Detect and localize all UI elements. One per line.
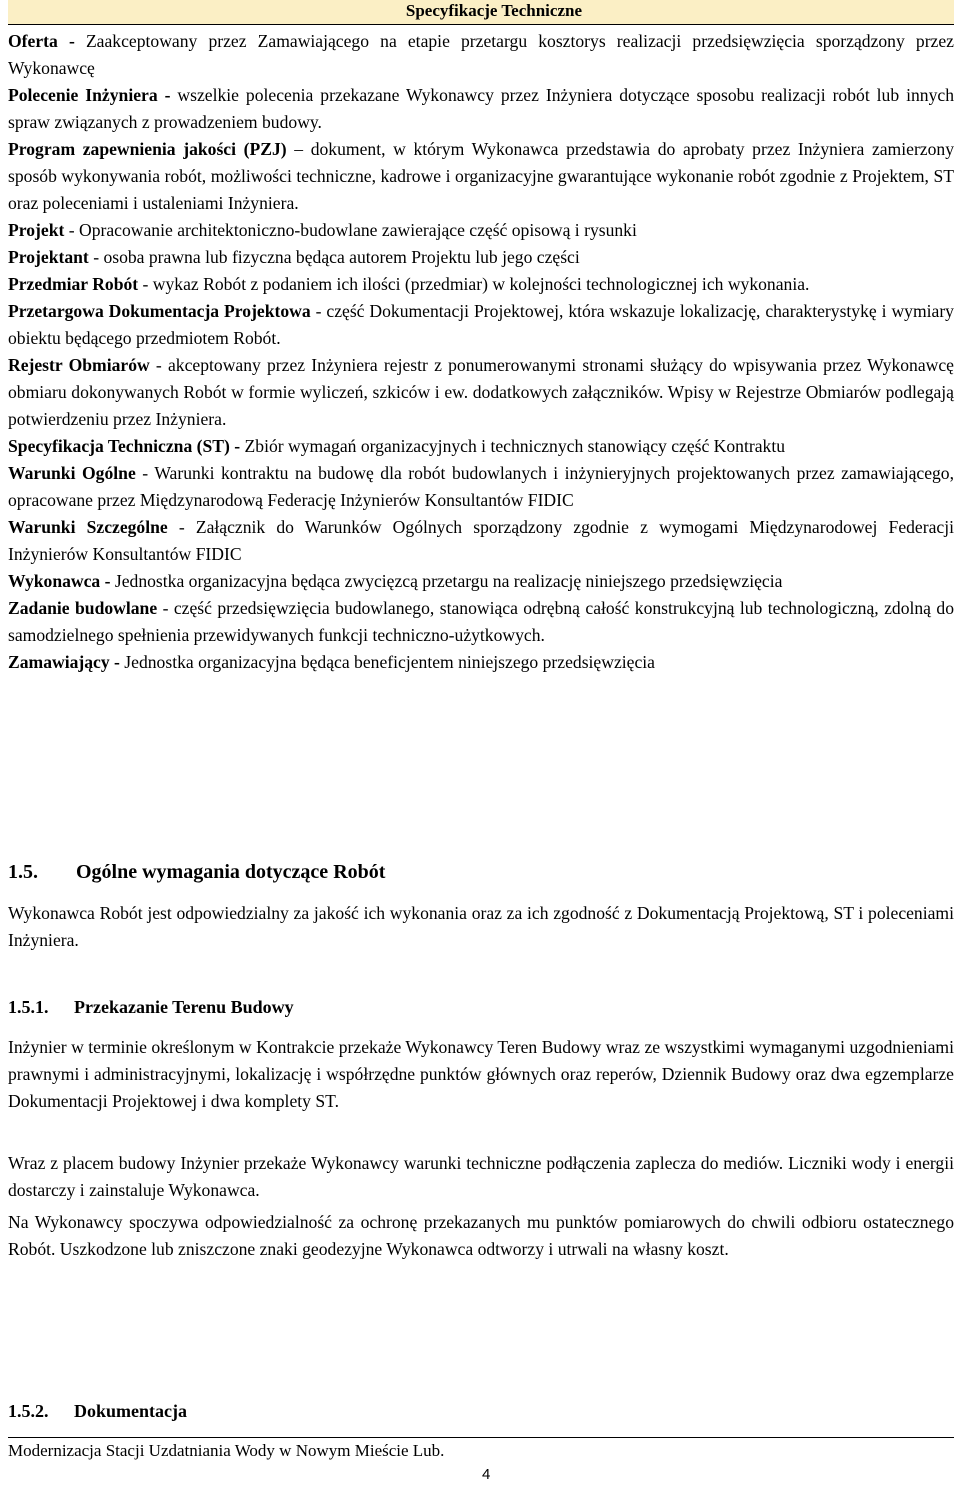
section-1-5-text: [8, 900, 954, 954]
page-header: Specyfikacje Techniczne: [405, 1, 582, 20]
definition-text: - osoba prawna lub fizyczna będąca autorem Projektu lub jego części: [93, 247, 580, 267]
section-1-5-1-paragraph-3: [8, 1209, 954, 1263]
definition-term: Projekt: [8, 220, 69, 240]
section-number: 1.5.1.: [8, 997, 49, 1017]
definition-text: wszelkie polecenia przekazane Wykonawcy przez Inżyniera dotyczące sposobu realizacji robót lub innych spraw związanych z prowadzeniem budowy.: [8, 85, 954, 132]
definition-item: [8, 136, 954, 217]
page-number: 4: [482, 1466, 491, 1483]
page-footer: Modernizacja Stacji Uzdatniania Wody w Nowym Mieście Lub.: [8, 1441, 445, 1460]
definition-item: [8, 595, 954, 649]
definition-term: Program zapewnienia jakości (PZJ): [8, 139, 295, 159]
definition-term: Projektant: [8, 247, 94, 267]
section-number: 1.5.: [8, 861, 38, 883]
section-heading-1-5-1: [8, 994, 294, 1020]
section-title: Przekazanie Terenu Budowy: [74, 997, 294, 1017]
definition-term: Rejestr Obmiarów: [8, 355, 156, 375]
definition-text: - akceptowany przez Inżyniera rejestr z ponumerowanymi stronami służący do wpisywania przez Wykonawcę obmiaru dokonywanych Robót w formie wyliczeń, szkiców i ew. dodatkowych załączników. Wpisy w Rejestrze Obmiarów podlegają potwierdzeniu przez Inżyniera.: [8, 355, 954, 429]
definition-text: - część Dokumentacji Projektowej, która wskazuje lokalizację, charakterystykę i wymiary obiektu będącego przedmiotem Robót.: [8, 301, 954, 348]
section-1-5-1-paragraph-1: [8, 1034, 954, 1115]
definition-item: [8, 298, 954, 352]
paragraph: Wykonawca Robót jest odpowiedzialny za jakość ich wykonania oraz za ich zgodność z Dokumentacją Projektową, ST i poleceniami Inżyniera.: [8, 903, 954, 950]
paragraph: Na Wykonawcy spoczywa odpowiedzialność za ochronę przekazanych mu punktów pomiarowych do chwili odbioru ostatecznego Robót. Uszkodzone lub zniszczone znaki geodezyjne Wykonawca odtworzy i utrwali na własny koszt.: [8, 1212, 954, 1259]
definition-text: - wykaz Robót z podaniem ich ilości (przedmiar) w kolejności technologicznej ich wykonania.: [142, 274, 810, 294]
definition-item: [8, 433, 954, 460]
definition-text: Jednostka organizacyjna będąca beneficjentem niniejszego przedsięwzięcia: [124, 652, 655, 672]
definition-term: Oferta -: [8, 31, 86, 51]
section-1-5-1-paragraph-2: [8, 1150, 954, 1204]
definition-item: [8, 352, 954, 433]
definition-text: Zaakceptowany przez Zamawiającego na etapie przetargu kosztorys realizacji przedsięwzięcia sporządzony przez Wykonawcę: [8, 31, 954, 78]
definition-item: [8, 217, 954, 244]
definition-item: [8, 514, 954, 568]
definition-item: [8, 28, 954, 82]
definition-text: - część przedsięwzięcia budowlanego, stanowiąca odrębną całość konstrukcyjną lub technologiczną, zdolną do samodzielnego spełnienia przewidywanych funkcji techniczno-użytkowych.: [8, 598, 954, 645]
definition-item: [8, 649, 954, 676]
definition-term: Warunki Ogólne: [8, 463, 143, 483]
definition-text: - Opracowanie architektoniczno-budowlane zawierające część opisową i rysunki: [68, 220, 637, 240]
definition-text: Zbiór wymagań organizacyjnych i technicznych stanowiący część Kontraktu: [244, 436, 786, 456]
section-number: 1.5.2.: [8, 1401, 49, 1421]
definition-term: Polecenie Inżyniera -: [8, 85, 178, 105]
definition-term: Przetargowa Dokumentacja Projektowa: [8, 301, 316, 321]
definition-item: [8, 568, 954, 595]
definitions-list: [8, 28, 954, 676]
definition-item: [8, 82, 954, 136]
section-heading-1-5: [8, 858, 385, 886]
definition-term: Przedmiar Robót: [8, 274, 143, 294]
definition-item: [8, 244, 954, 271]
section-title: Dokumentacja: [74, 1401, 187, 1421]
definition-term: Wykonawca -: [8, 571, 115, 591]
header-band: [8, 0, 954, 24]
definition-text: - Warunki kontraktu na budowę dla robót budowlanych i inżynieryjnych projektowanych przez zamawiającego, opracowane przez Międzynarodową Federację Inżynierów Konsultantów FIDIC: [8, 463, 955, 510]
definition-term: Zamawiający -: [8, 652, 125, 672]
paragraph: Inżynier w terminie określonym w Kontrakcie przekaże Wykonawcy Teren Budowy wraz ze wszystkimi wymaganymi uzgodnieniami prawnymi i administracyjnymi, lokalizację i współrzędne punktów głównych oraz reperów, Dziennik Budowy oraz dwa egzemplarze Dokumentacji Projektowej i dwa komplety ST.: [8, 1037, 954, 1111]
footer-divider: [8, 1437, 954, 1438]
paragraph: Wraz z placem budowy Inżynier przekaże Wykonawcy warunki techniczne podłączenia zaplecza do mediów. Liczniki wody i energii dostarczy i zainstaluje Wykonawca.: [8, 1153, 954, 1200]
definition-item: [8, 271, 954, 298]
definition-item: [8, 460, 954, 514]
definition-text: – dokument, w którym Wykonawca przedstawia do aprobaty przez Inżyniera zamierzony sposób wykonywania robót, możliwości techniczne, kadrowe i organizacyjne gwarantujące wykonanie robót zgodnie z Projektem, ST oraz poleceniami i ustaleniami Inżyniera.: [8, 139, 954, 213]
definition-term: Warunki Szczególne: [8, 517, 179, 537]
definition-term: Specyfikacja Techniczna (ST) -: [8, 436, 245, 456]
definition-text: Jednostka organizacyjna będąca zwycięzcą przetargu na realizację niniejszego przedsięwzięcia: [114, 571, 783, 591]
definition-text: - Załącznik do Warunków Ogólnych sporządzony zgodnie z wymogami Międzynarodowej Federacji Inżynierów Konsultantów FIDIC: [8, 517, 954, 564]
section-title: Ogólne wymagania dotyczące Robót: [76, 861, 386, 883]
header-divider: [8, 24, 954, 25]
section-heading-1-5-2: [8, 1398, 187, 1424]
definition-term: Zadanie budowlane: [8, 598, 163, 618]
